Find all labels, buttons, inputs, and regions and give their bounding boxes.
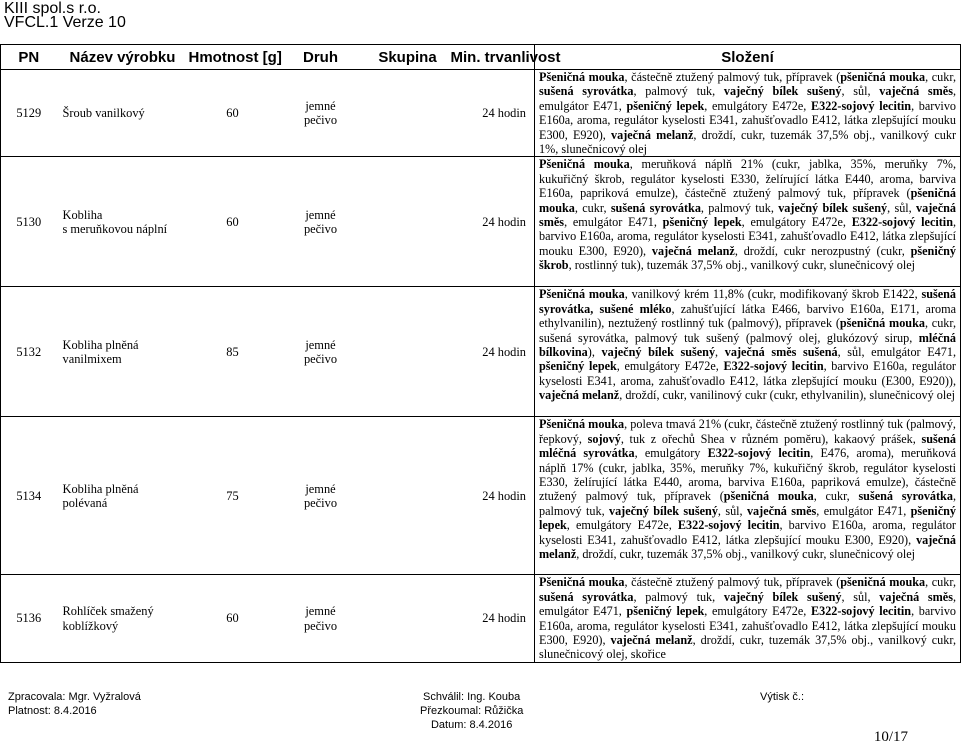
product-weight xyxy=(189,157,277,287)
product-weight-text: 60 xyxy=(226,611,239,626)
allergen-text: pšeničný lepek xyxy=(626,604,705,619)
allergen-text: vaječný bílek sušený xyxy=(723,589,842,604)
ingredient-text: , barvivo E160a, regulátor kyselosti E341, aroma, zahušťovadlo E412, látka zlepšující mouku (E300, E920)), xyxy=(539,359,956,388)
composition xyxy=(535,70,961,157)
table-row xyxy=(1,575,961,662)
product-type-line: jemné xyxy=(305,337,336,352)
allergen-text: pšeničný lepek xyxy=(539,503,956,533)
ingredient-text: , zahušťující látka E466, barvivo E160a, E171, aroma ethylvanilin), neztužený rostlinný tuk (palmový), přípravek ( xyxy=(539,301,956,331)
column-header-weight: Hmotnost [g] xyxy=(189,45,277,70)
allergen-text: vaječná směs xyxy=(746,503,817,518)
allergen-text: E322-sojový lecitin xyxy=(707,446,811,461)
footer-left xyxy=(8,690,141,718)
shelf-life xyxy=(451,575,535,662)
ingredient-text: , sůl, xyxy=(841,84,880,99)
ingredient-text: ), xyxy=(587,345,602,360)
allergen-text: sušená syrovátka xyxy=(610,200,701,215)
product-type xyxy=(277,287,365,417)
ingredient-text: , emulgátory xyxy=(634,446,708,461)
allergen-text: E322-sojový lecitin xyxy=(677,518,780,533)
product-type-line: pečivo xyxy=(303,495,338,510)
product-name-line: Rohlíček smažený xyxy=(62,604,154,619)
ingredient-text: , barvivo E160a, aroma, regulátor kyselosti E341, zahušťovadlo E412, látka zlepšující mouku E300, E920), xyxy=(539,604,957,648)
allergen-text: pšeničná mouka xyxy=(839,316,925,331)
table-header-row xyxy=(1,45,961,70)
product-name-line: Kobliha plněná xyxy=(62,337,139,352)
shelf-life-text: 24 hodin xyxy=(482,344,526,359)
product-name-line: Šroub vanilkový xyxy=(62,106,145,121)
ingredient-text: , emulgátory E472e, xyxy=(704,604,811,619)
product-number-text: 5132 xyxy=(16,344,42,359)
product-name xyxy=(57,157,189,287)
footer-date: Datum: 8.4.2016 xyxy=(430,719,513,731)
printout-number: Výtisk č.: xyxy=(760,691,805,703)
product-weight-text: 60 xyxy=(226,106,239,121)
product-name xyxy=(57,575,189,662)
product-type-line: jemné xyxy=(305,207,336,222)
table-row xyxy=(1,417,961,575)
allergen-text: sušená syrovátka xyxy=(858,489,953,504)
ingredient-text: , emulgátor E471, xyxy=(539,84,956,113)
allergen-text: Pšeničná mouka xyxy=(539,287,625,302)
allergen-text: vaječný bílek sušený xyxy=(723,84,842,99)
allergen-text: pšeničný lepek xyxy=(626,98,705,113)
ingredient-text: , emulgátory E472e, xyxy=(704,98,811,113)
ingredient-text: , barvivo E160a, aroma, regulátor kyselosti E341, zahušťovadlo E412, látka zlepšující mouku E300, E920), xyxy=(539,98,957,142)
product-table xyxy=(0,44,961,663)
ingredient-text: , palmový tuk, xyxy=(539,489,956,518)
product-type-line: jemné xyxy=(305,604,336,619)
shelf-life-text: 24 hodin xyxy=(482,488,526,503)
ingredient-text: , droždí, cukr, tuzemák 37,5% obj., vanilkový cukr, slunečnicový olej, skořice xyxy=(539,633,956,662)
ingredient-text: , E476, aroma), meruňková náplň 17% (cukr, jablka, 35%, meruňky 7%, kukuřičný škrob, regulátor kyselosti E330, želírující látka E440, aroma, barviva E160a, papriková emulze), částečně ztužený palmový tuk, přípravek ( xyxy=(539,446,956,504)
product-weight xyxy=(189,575,277,662)
product-name-line: Kobliha plněná xyxy=(62,481,139,496)
product-group xyxy=(365,70,451,157)
product-number xyxy=(1,417,57,575)
shelf-life-text: 24 hodin xyxy=(482,611,526,626)
allergen-text: sušená syrovátka xyxy=(539,84,634,99)
ingredient-text: , barvivo E160a, aroma, regulátor kyselosti E341, zahušťovadlo E412, látka zlepšující mouku E300, E920), xyxy=(539,518,956,547)
product-type-line: pečivo xyxy=(303,113,338,128)
table-row xyxy=(1,70,961,157)
allergen-text: vaječná směs xyxy=(879,589,953,604)
product-name-line: polévaná xyxy=(62,495,108,510)
allergen-text: pšeničný lepek xyxy=(662,215,742,230)
product-name-line: Kobliha xyxy=(62,207,103,222)
allergen-text: E322-sojový lecitin xyxy=(810,98,912,113)
ingredient-text: , cukr, xyxy=(925,575,956,590)
ingredient-text: , sůl, emulgátor E471, xyxy=(837,345,957,360)
ingredient-text: , sůl, xyxy=(841,589,880,604)
allergen-text: vaječná melanž xyxy=(610,633,693,648)
product-name-line: vanilmixem xyxy=(62,351,122,366)
column-header-name: Název výrobku xyxy=(57,45,189,70)
product-number xyxy=(1,70,57,157)
product-weight-text: 75 xyxy=(226,488,239,503)
column-header-shelf-life: Min. trvanlivost xyxy=(451,45,535,70)
shelf-life xyxy=(451,157,535,287)
product-number xyxy=(1,287,57,417)
reviewed-by: Přezkoumal: Růžička xyxy=(420,705,524,717)
ingredient-text: , cukr, xyxy=(813,489,859,504)
ingredient-text: , vanilkový krém 11,8% (cukr, modifikovaný škrob E1422, xyxy=(624,287,922,302)
product-name-line: s meruňkovou náplní xyxy=(62,221,168,236)
company-name: KIII spol.s r.o. xyxy=(4,0,101,17)
product-weight-text: 85 xyxy=(226,344,239,359)
product-group xyxy=(365,417,451,575)
allergen-text: Pšeničná mouka xyxy=(539,70,625,84)
product-weight xyxy=(189,417,277,575)
ingredient-text: , droždí, cukr nerozpustný (cukr, xyxy=(734,243,911,258)
ingredient-text: , droždí, cukr, tuzemák 37,5% obj., vanilkový cukr, slunečnicový olej xyxy=(576,547,916,562)
product-type xyxy=(277,575,365,662)
allergen-text: vaječná melanž xyxy=(611,127,694,142)
product-number xyxy=(1,575,57,662)
allergen-text: vaječná směs xyxy=(539,200,956,230)
ingredient-text: , palmový tuk, xyxy=(633,84,724,99)
ingredient-text: , emulgátor E471, xyxy=(564,215,663,230)
column-header-type: Druh xyxy=(277,45,365,70)
table-row xyxy=(1,157,961,287)
allergen-text: vaječný bílek sušený xyxy=(601,345,716,360)
approved-by: Schválil: Ing. Kouba xyxy=(423,691,521,703)
page-number: 10/17 xyxy=(873,729,908,745)
allergen-text: vaječný bílek sušený xyxy=(608,503,718,518)
product-type xyxy=(277,417,365,575)
ingredient-text: , droždí, cukr, vanilinový cukr (cukr, ethylvanilin), slunečnicový olej xyxy=(619,388,955,403)
ingredient-text: , částečně ztužený palmový tuk, přípravek ( xyxy=(624,575,841,590)
ingredient-text: , droždí, cukr, tuzemák 37,5% obj., vanilkový cukr 1%, slunečnicový olej xyxy=(539,127,957,157)
allergen-text: E322-sojový lecitin xyxy=(851,215,953,230)
composition xyxy=(535,157,961,287)
product-type-line: pečivo xyxy=(303,351,338,366)
product-weight xyxy=(189,287,277,417)
ingredient-text: , částečně ztužený palmový tuk, přípravek ( xyxy=(624,70,841,84)
shelf-life-text: 24 hodin xyxy=(482,214,526,229)
ingredient-text: , emulgátor E471, xyxy=(816,503,911,518)
ingredient-text: , emulgátory E472e, xyxy=(566,518,678,533)
document-version: VFCL.1 Verze 10 xyxy=(4,14,126,31)
ingredient-text: , emulgátory E472e, xyxy=(616,359,724,374)
allergen-text: sušená mléčná syrovátka xyxy=(539,431,957,461)
ingredient-text: , emulgátory E472e, xyxy=(741,215,852,230)
product-type-line: jemné xyxy=(305,98,336,113)
product-weight-text: 60 xyxy=(226,214,239,229)
ingredient-text: , cukr, xyxy=(574,200,611,215)
product-number-text: 5134 xyxy=(16,488,42,503)
composition xyxy=(535,287,961,417)
product-type xyxy=(277,157,365,287)
product-type-line: jemné xyxy=(305,481,336,496)
allergen-text: pšeničná mouka xyxy=(539,186,956,215)
table-row xyxy=(1,287,961,417)
product-type xyxy=(277,70,365,157)
ingredient-text: , tuk z ořechů Shea v různém poměru), kakaový prášek, xyxy=(620,431,922,446)
allergen-text: E322-sojový lecitin xyxy=(810,604,912,619)
ingredient-text: , barvivo E160a, aroma, regulátor kyselosti E341, zahušťovadlo E412, látka zlepšující mouku E300, E920), xyxy=(539,215,957,258)
allergen-text: pšeničná mouka xyxy=(840,575,926,590)
allergen-text: Pšeničná mouka xyxy=(539,575,625,590)
product-name xyxy=(57,70,189,157)
allergen-text: pšeničný lepek xyxy=(539,359,617,374)
allergen-text: sušená syrovátka, sušené mléko xyxy=(539,287,956,316)
allergen-text: E322-sojový lecitin xyxy=(723,359,824,374)
composition xyxy=(535,575,961,662)
shelf-life xyxy=(451,287,535,417)
allergen-text: pšeničná mouka xyxy=(840,70,926,84)
footer-center xyxy=(420,690,523,732)
ingredient-text: , cukr, xyxy=(925,70,956,84)
ingredient-text: , meruňková náplň 21% (cukr, jablka, 35%, meruňky 7%, kukuřičný škrob, regulátor kyselosti E330, želírující látka E440, aroma, barviva E160a, papriková emulze), částečně ztužený palmový tuk, přípravek ( xyxy=(539,157,956,201)
product-number-text: 5129 xyxy=(16,106,42,121)
prepared-by: Zpracovala: Mgr. Vyžralová xyxy=(8,691,141,703)
allergen-text: Pšeničná mouka xyxy=(539,417,625,432)
allergen-text: sojový xyxy=(587,431,621,446)
product-type-line: pečivo xyxy=(303,221,338,236)
allergen-text: pšeničná mouka xyxy=(723,489,814,504)
column-header-composition: Složení xyxy=(535,45,961,70)
product-group xyxy=(365,575,451,662)
footer-right xyxy=(760,690,804,704)
shelf-life-text: 24 hodin xyxy=(482,106,526,121)
product-number xyxy=(1,157,57,287)
ingredient-text: , cukr, sušená syrovátka, palmový tuk sušený (palmový olej, glukózový sirup, xyxy=(539,316,956,345)
allergen-text: vaječný bílek sušený xyxy=(778,200,888,215)
product-name-line: koblížkový xyxy=(62,618,119,633)
ingredient-text: , palmový tuk, xyxy=(633,589,724,604)
allergen-text: Pšeničná mouka xyxy=(539,157,630,172)
allergen-text: vaječná melanž xyxy=(539,532,956,562)
column-header-pn: PN xyxy=(1,45,57,70)
ingredient-text: , xyxy=(715,345,725,360)
product-number-text: 5136 xyxy=(16,611,42,626)
product-type-line: pečivo xyxy=(303,618,338,633)
ingredient-text: , palmový tuk, xyxy=(700,200,779,215)
allergen-text: vaječná melanž xyxy=(539,388,620,403)
product-name xyxy=(57,287,189,417)
ingredient-text: , emulgátor E471, xyxy=(539,589,956,619)
allergen-text: vaječná melanž xyxy=(651,243,735,258)
product-group xyxy=(365,157,451,287)
valid-from: Platnost: 8.4.2016 xyxy=(8,705,97,717)
ingredient-text: , sůl, xyxy=(887,200,917,215)
allergen-text: pšeničný škrob xyxy=(539,243,956,273)
composition xyxy=(535,417,961,575)
allergen-text: sušená syrovátka xyxy=(539,589,634,604)
ingredient-text: , poleva tmavá 21% (cukr, částečně ztužený rostlinný tuk (palmový, řepkový, xyxy=(539,417,956,446)
shelf-life xyxy=(451,70,535,157)
allergen-text: mléčná bílkovina xyxy=(539,330,956,360)
product-number-text: 5130 xyxy=(16,214,42,229)
product-weight xyxy=(189,70,277,157)
allergen-text: vaječná směs xyxy=(879,84,953,99)
product-group xyxy=(365,287,451,417)
column-header-group: Skupina xyxy=(365,45,451,70)
ingredient-text: , rostlinný tuk), tuzemák 37,5% obj., vanilkový cukr, slunečnicový olej xyxy=(568,258,916,273)
allergen-text: vaječná směs sušená xyxy=(724,345,838,360)
product-name xyxy=(57,417,189,575)
ingredient-text: , sůl, xyxy=(717,503,747,518)
shelf-life xyxy=(451,417,535,575)
